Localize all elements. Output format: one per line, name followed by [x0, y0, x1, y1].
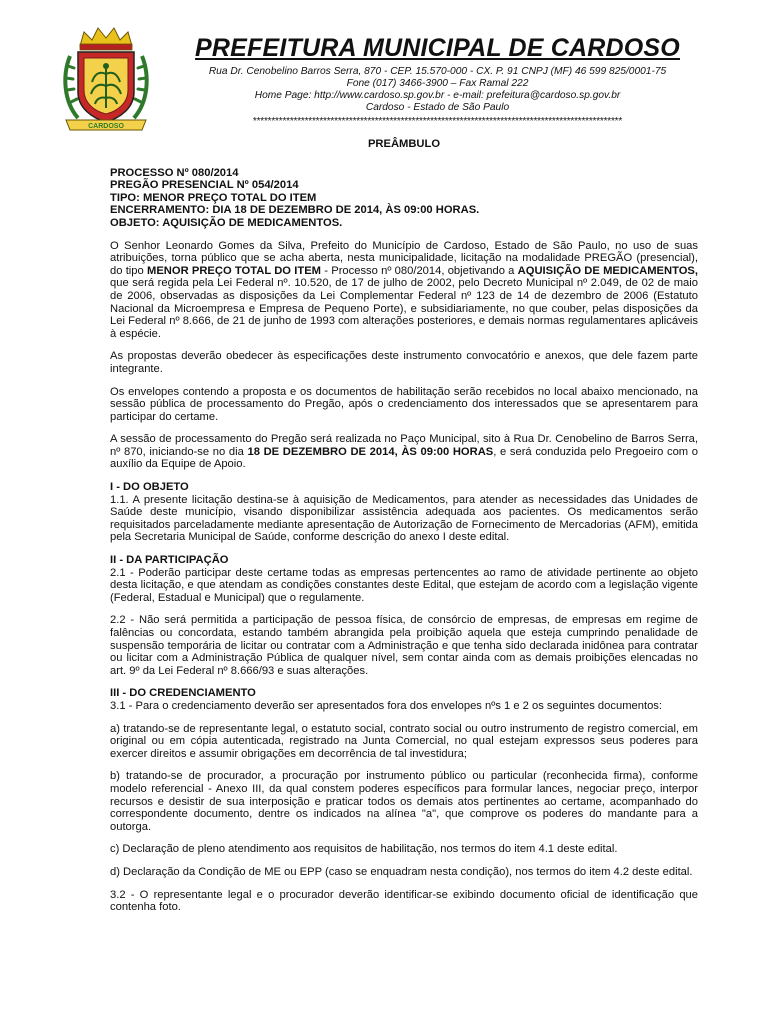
- section-title-objeto: I - DO OBJETO: [110, 481, 189, 494]
- propostas-paragraph: As propostas deverão obedecer às especificações deste instrumento convocatório e anexos, que dele fazem parte integrante.: [110, 350, 698, 375]
- address-line: Rua Dr. Cenobelino Barros Serra, 870 - CEP. 15.570-000 - CX. P. 91 CNPJ (MF) 46 599 825/0001-75: [208, 66, 667, 77]
- svg-text:CARDOSO: CARDOSO: [88, 123, 124, 130]
- pregao-line: PREGÃO PRESENCIAL Nº 054/2014: [110, 179, 299, 192]
- objeto-line: OBJETO: AQUISIÇÃO DE MEDICAMENTOS.: [110, 216, 343, 229]
- municipal-crest-logo: [60, 26, 152, 134]
- item-3-1-a: a) tratando-se de representante legal, o estatuto social, contrato social ou outro instrumento de registro comercial, em original ou em cópia autenticada, registrado na Junta Comercial, no qual estejam expressos seus poderes para exercer direitos e assumir obrigações em decorrência de tal investidura;: [110, 722, 698, 760]
- envelopes-paragraph: Os envelopes contendo a proposta e os documentos de habilitação serão recebidos no local abaixo mencionado, na sessão pública de processamento do Pregão, após o credenciamento dos interessados que se apresentarem para participar do certame.: [110, 385, 698, 423]
- item-1-1: 1.1. A presente licitação destina-se à aquisição de Medicamentos, para atender as necessidades das Unidades de Saúde deste município, visando disponibilizar assistência adequada aos pacientes. Os medicamentos serão requisitados parceladamente mediante apresentação de Autorização de Fornecimento de Mercadorias (AFM), emitida pela Secretaria Municipal de Saúde, conforme descrição do anexo I deste edital.: [110, 493, 698, 544]
- intro-paragraph: O Senhor Leonardo Gomes da Silva, Prefeito do Município de Cardoso, Estado de São Paulo, no uso de suas atribuições, torna público que se acha aberta, nesta municipalidade, licitação na modalidade PREGÃO (presencial), do tipo MENOR PREÇO TOTAL DO ITEM - Processo nº 080/2014, objetivando a AQUISIÇÃO DE MEDICAMENTOS, que será regida pela Lei Federal nº. 10.520, de 17 de julho de 2002, pelo Decreto Municipal nº 2.049, de 02 de maio de 2006, observadas as disposições da Lei Complementar Federal nº 123 de 14 de dezembro de 2006 (Estatuto Nacional da Microempresa e Empresa de Pequeno Porte), e subsidiariamente, no que couber, pelas disposições da Lei Federal nº 8.666, de 21 de junho de 1993 com alterações posteriores, e demais normas regulamentares aplicáveis à espécie.: [110, 239, 698, 340]
- phone-line: Fone (017) 3466-3900 – Fax Ramal 222: [346, 78, 529, 89]
- encerramento-line: ENCERRAMENTO: DIA 18 DE DEZEMBRO DE 2014, ÀS 09:00 HORAS.: [110, 204, 480, 217]
- item-2-2: 2.2 - Não será permitida a participação de pessoa física, de consórcio de empresas, de empresas em regime de falências ou concordata, estando também abrangida pela proibição aquela que esteja cumprindo penalidade de suspensão temporária de licitar ou contratar com a Administração e que tenha sido declarada inidônea para contratar ou licitar com a Administração Pública de qualquer nível, sem contar ainda com as demais proibições elencadas no art. 9º da Lei Federal nº 8.666/93 e suas alterações.: [110, 614, 698, 677]
- item-2-1: 2.1 - Poderão participar deste certame todas as empresas pertencentes ao ramo de atividade pertinente ao objeto desta licitação, e que atendam as condições constantes deste Edital, que estejam de acordo com a legislação vigente (Federal, Estadual e Municipal) que o regulamente.: [110, 566, 698, 604]
- item-3-2: 3.2 - O representante legal e o procurador deverão identificar-se exibindo documento oficial de identificação que contenha foto.: [110, 888, 698, 914]
- item-3-1-d: d) Declaração da Condição de ME ou EPP (caso se enquadram nesta condição), nos termos do item 4.2 deste edital.: [110, 865, 693, 878]
- letterhead: [160, 34, 715, 127]
- page-title: PREFEITURA MUNICIPAL DE CARDOSO: [195, 34, 680, 62]
- header-separator: ****************************************************************************************************: [252, 117, 623, 127]
- processo-line: PROCESSO Nº 080/2014: [110, 166, 239, 179]
- tipo-line: TIPO: MENOR PREÇO TOTAL DO ITEM: [110, 191, 317, 204]
- homepage-line: Home Page: http://www.cardoso.sp.gov.br - e-mail: prefeitura@cardoso.sp.gov.br: [254, 90, 621, 101]
- item-3-1-c: c) Declaração de pleno atendimento aos requisitos de habilitação, nos termos do item 4.1 deste edital.: [110, 843, 618, 856]
- document-body: [110, 138, 698, 924]
- section-title-credenciamento: III - DO CREDENCIAMENTO: [110, 687, 256, 700]
- item-3-1: 3.1 - Para o credenciamento deverão ser apresentados fora dos envelopes nºs 1 e 2 os seguintes documentos:: [110, 699, 662, 712]
- preambulo-heading: PREÂMBULO: [367, 138, 441, 150]
- item-3-1-b: b) tratando-se de procurador, a procuração por instrumento público ou particular (reconhecida firma), conforme modelo referencial - Anexo III, da qual constem poderes específicos para formular lances, negociar preço, interpor recursos e desistir de sua interposição e praticar todos os demais atos pertinentes ao certame, acompanhado do correspondente documento, dentre os indicados na alínea "a", que comprove os poderes do mandante para a outorga.: [110, 770, 698, 833]
- section-title-participacao: II - DA PARTICIPAÇÃO: [110, 554, 229, 567]
- process-summary: [110, 167, 698, 230]
- city-line: Cardoso - Estado de São Paulo: [365, 102, 510, 113]
- sessao-paragraph: A sessão de processamento do Pregão será realizada no Paço Municipal, sito à Rua Dr. Cenobelino de Barros Serra, nº 870, iniciando-se no dia 18 DE DEZEMBRO DE 2014, ÀS 09:00 HORAS, e será conduzida pelo Pregoeiro com o auxílio da Equipe de Apoio.: [110, 433, 698, 471]
